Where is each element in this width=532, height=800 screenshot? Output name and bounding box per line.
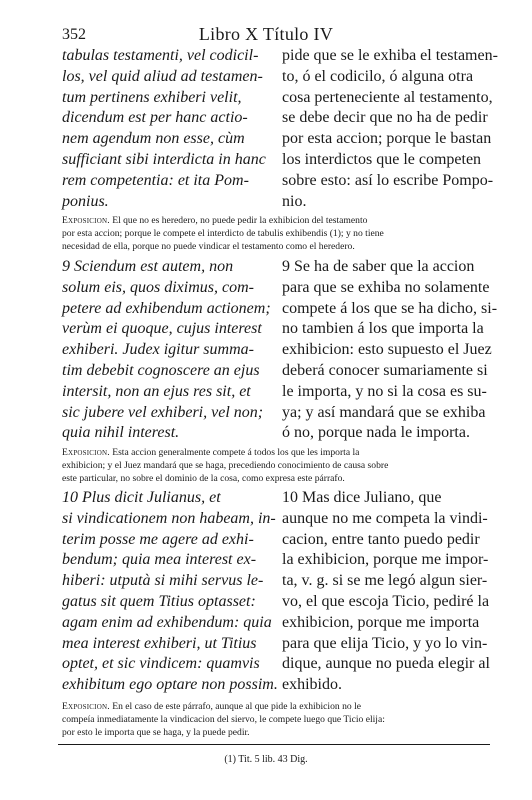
spanish-line: ó no, porque nada le importa.: [282, 424, 470, 442]
exposicion-note: [62, 700, 486, 740]
latin-line: sic jubere vel exhiberi, vel non;: [62, 403, 264, 421]
spanish-line: dique, aunque no pueda elegir al: [282, 655, 490, 673]
latin-line: bendum; quia mea interest ex-: [62, 551, 257, 569]
spanish-line: exhibicion: esto supuesto el Juez: [282, 341, 492, 359]
spanish-line: nio.: [282, 192, 307, 210]
spanish-line: se debe decir que no ha de pedir: [282, 109, 488, 127]
latin-line: exhiberi. Judex igitur summa-: [62, 341, 254, 359]
latin-line: quia nihil interest.: [62, 424, 180, 442]
latin-line: exhibitum ego optare non possim.: [62, 676, 278, 694]
note-line: [62, 446, 486, 459]
spanish-line: pide que se le exhiba el testamen-: [282, 47, 498, 64]
latin-line: nem agendum non esse, cùm: [62, 130, 245, 148]
spanish-text-column: [282, 46, 498, 212]
spanish-line: deberá conocer sumariamente si: [282, 361, 488, 379]
spanish-line: ta, v. g. si se me legó algun sier-: [282, 572, 488, 590]
spanish-line: exhibido.: [282, 676, 342, 694]
exposicion-note: [62, 214, 486, 254]
latin-line: ponius.: [62, 192, 109, 210]
exposicion-label: Exposicion.: [62, 447, 110, 458]
latin-line: 10 Plus dicit Julianus, et: [62, 489, 221, 506]
note-line: este particular, no sobre el dominio de la cosa, como expresa este párrafo.: [62, 473, 345, 485]
latin-line: terim posse me agere ad exhi-: [62, 530, 254, 548]
latin-line: petere ad exhibendum actionem;: [62, 299, 271, 317]
latin-text-column: [62, 257, 272, 444]
spanish-line: vo, el que escoja Ticio, pediré la: [282, 592, 490, 610]
footnote: (1) Tit. 5 lib. 43 Dig.: [224, 754, 308, 765]
spanish-line: cosa perteneciente al testamento,: [282, 88, 493, 106]
spanish-line: cacion, entre tanto puedo pedir: [282, 530, 480, 548]
spanish-line: compete á los que se ha dicho, si-: [282, 299, 498, 317]
spanish-line: ya; y así mandará que se exhiba: [282, 403, 486, 421]
latin-line: mea interest exhiberi, ut Titius: [62, 634, 257, 652]
latin-line: intersit, non an ejus res sit, et: [62, 382, 251, 400]
latin-text-column: [62, 46, 272, 212]
note-text: En el caso de este párrafo, aunque al que pide la exhibicion no le: [112, 701, 362, 712]
latin-line: rem competentia: et ita Pom-: [62, 171, 249, 189]
latin-line: verùm ei quoque, cujus interest: [62, 320, 262, 338]
exposicion-note: [62, 446, 486, 486]
note-line: [62, 700, 486, 713]
latin-line: tim debebit cognoscere an ejus: [62, 361, 260, 379]
note-line: por esto le importa que se haga, y la puede pedir.: [62, 727, 250, 739]
spanish-line: le importa, y no si la cosa es su-: [282, 382, 487, 400]
latin-line: si vindicationem non habeam, in-: [62, 509, 276, 527]
page-number: 352: [62, 26, 86, 43]
spanish-text-column: [282, 488, 492, 696]
spanish-line: los interdictos que le competen: [282, 150, 482, 168]
spanish-line: aunque no me competa la vindi-: [282, 509, 488, 527]
note-line: exhibicion; y el Juez mandará que se haga, precediendo conocimiento de causa sobre: [62, 460, 389, 472]
latin-line: tum pertinens exhiberi velit,: [62, 88, 242, 106]
spanish-line: to, ó el codicilo, ó alguna otra: [282, 67, 474, 85]
note-text: Esta accion generalmente compete á todos los que les importa la: [112, 447, 360, 458]
latin-text-column: [62, 488, 278, 696]
latin-line: dicendum est per hanc actio-: [62, 109, 248, 127]
latin-line: optet, et sic vindicem: quamvis: [62, 655, 260, 673]
spanish-line: 9 Se ha de saber que la accion: [282, 258, 475, 275]
footnote-rule: [58, 744, 490, 745]
latin-line: hiberi: utputà si mihi servus le-: [62, 572, 264, 590]
exposicion-label: Exposicion.: [62, 701, 110, 712]
latin-line: sufficiant sibi interdicta in hanc: [62, 150, 266, 168]
spanish-line: sobre esto: así lo escribe Pompo-: [282, 171, 494, 189]
spanish-line: 10 Mas dice Juliano, que: [282, 489, 442, 506]
spanish-line: la exhibicion, porque me impor-: [282, 551, 489, 569]
note-line: por esta accion; porque le compete el interdicto de tabulis exhibendis (1); y no tiene: [62, 228, 384, 240]
latin-line: 9 Sciendum est autem, non: [62, 258, 234, 275]
note-text: El que no es heredero, no puede pedir la exhibicion del testamento: [112, 215, 368, 226]
latin-line: gatus sit quem Titius optasset:: [62, 592, 256, 610]
note-line: [62, 214, 486, 227]
exposicion-label: Exposicion.: [62, 215, 110, 226]
note-line: necesidad de ella, porque no puede vindicar el testamento como el heredero.: [62, 241, 355, 253]
spanish-line: para que elija Ticio, y yo lo vin-: [282, 634, 488, 652]
latin-line: solum eis, quos diximus, com-: [62, 278, 254, 296]
spanish-line: no tambien á los que importa la: [282, 320, 484, 338]
spanish-line: para que se exhiba no solamente: [282, 278, 490, 296]
latin-line: los, vel quid aliud ad testamen-: [62, 67, 263, 85]
latin-line: tabulas testamenti, vel codicil-: [62, 47, 259, 64]
spanish-text-column: [282, 257, 498, 444]
latin-line: agam enim ad exhibendum: quia: [62, 613, 272, 631]
spanish-line: por esta accion; porque le bastan: [282, 130, 492, 148]
spanish-line: exhibicion, porque me importa: [282, 613, 480, 631]
running-title: Libro X Título IV: [198, 24, 334, 44]
note-line: compeía inmediatamente la vindicacion del siervo, le compete luego que Ticio elija:: [62, 714, 385, 726]
